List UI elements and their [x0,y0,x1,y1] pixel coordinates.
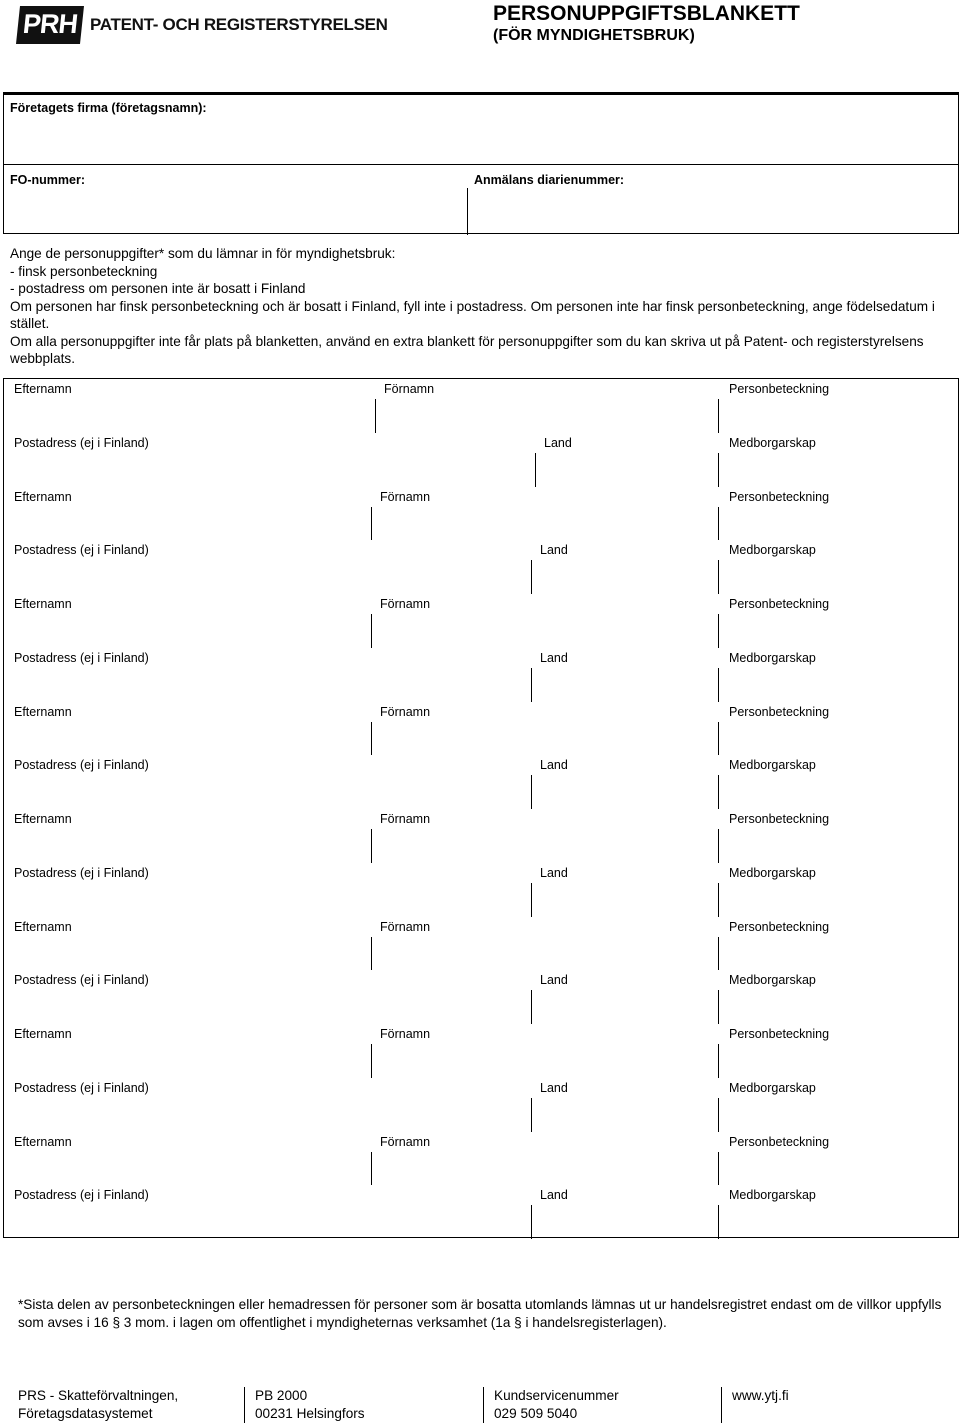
land-label: Land [540,1080,568,1095]
prh-logo [18,5,388,45]
efternamn-field[interactable] [4,937,370,969]
cell-divider [718,507,719,541]
fornamn-label: Förnamn [380,812,431,826]
prh-logo-mark: PRH [16,6,84,44]
medborgarskap-label: Medborgarskap [729,435,816,450]
form-subtitle: (FÖR MYNDIGHETSBRUK) [493,27,695,44]
land-field[interactable] [533,668,717,700]
cell-divider [718,1098,719,1132]
efternamn-label: Efternamn [14,1027,72,1041]
medborgarskap-label: Medborgarskap [729,973,816,988]
fornamn-field[interactable] [373,937,717,969]
efternamn-label: Efternamn [14,489,72,504]
land-label: Land [540,650,568,665]
postadress-field[interactable] [4,883,530,915]
land-field[interactable] [533,883,717,915]
personbeteckning-label: Personbeteckning [729,597,830,611]
cell-divider [371,722,372,756]
cell-divider [718,1205,719,1239]
fornamn-label: Förnamn [380,597,431,611]
postadress-label: Postadress (ej i Finland) [14,758,149,773]
personbeteckning-label: Personbeteckning [729,1134,830,1149]
instruction-line: Ange de personuppgifter* som du lämnar in för myndighetsbruk: [10,246,396,261]
fornamn-label: Förnamn [380,1027,431,1041]
postadress-label: Postadress (ej i Finland) [14,435,149,450]
postadress-field[interactable] [4,1205,530,1237]
fornamn-field[interactable] [373,1044,717,1076]
postadress-field[interactable] [4,560,530,592]
efternamn-field[interactable] [4,399,374,431]
cell-divider [371,829,372,863]
firm-field[interactable] [4,119,957,162]
personbeteckning-field[interactable] [720,399,956,431]
medborgarskap-field[interactable] [720,990,956,1022]
postadress-label: Postadress (ej i Finland) [14,973,149,988]
personbeteckning-field[interactable] [720,937,956,969]
medborgarskap-field[interactable] [720,1205,956,1237]
medborgarskap-field[interactable] [720,1098,956,1130]
fornamn-field[interactable] [373,1152,717,1184]
footer-org-line: Företagsdatasystemet [18,1406,153,1421]
personbeteckning-field[interactable] [720,507,956,539]
cell-divider [718,668,719,702]
cell-divider [718,1152,719,1186]
postadress-field[interactable] [4,990,530,1022]
fo-number-label: FO-nummer: [10,173,85,187]
cell-divider [531,883,532,917]
personbeteckning-field[interactable] [720,1152,956,1184]
medborgarskap-label: Medborgarskap [729,650,816,665]
cell-divider [531,560,532,594]
postadress-label: Postadress (ej i Finland) [14,1080,149,1095]
cell-divider [531,1205,532,1239]
fornamn-label: Förnamn [384,382,435,396]
personbeteckning-field[interactable] [720,614,956,646]
fornamn-label: Förnamn [380,919,431,934]
cell-divider [718,453,719,487]
postadress-label: Postadress (ej i Finland) [14,1188,149,1203]
land-label: Land [540,758,568,773]
efternamn-field[interactable] [4,722,370,754]
personbeteckning-label: Personbeteckning [729,1027,830,1041]
cell-divider [371,937,372,971]
cell-divider [718,614,719,648]
medborgarskap-label: Medborgarskap [729,865,816,880]
medborgarskap-field[interactable] [720,775,956,807]
land-label: Land [540,973,568,988]
fornamn-label: Förnamn [380,704,431,719]
postadress-label: Postadress (ej i Finland) [14,543,149,558]
footer-website[interactable] [732,1387,789,1405]
land-field[interactable] [533,1205,717,1237]
medborgarskap-label: Medborgarskap [729,1188,816,1203]
fornamn-field[interactable] [373,507,717,539]
personbeteckning-field[interactable] [720,829,956,861]
personbeteckning-label: Personbeteckning [729,919,830,934]
land-label: Land [540,543,568,558]
efternamn-field[interactable] [4,507,370,539]
footer-org [18,1387,178,1423]
cell-divider [371,1152,372,1186]
cell-divider [371,507,372,541]
cell-divider [531,775,532,809]
fo-number-field[interactable] [4,189,466,233]
firm-label: Företagets firma (företagsnamn): [10,101,207,115]
cell-divider [718,990,719,1024]
personbeteckning-field[interactable] [720,722,956,754]
land-label: Land [540,865,568,880]
fornamn-field[interactable] [373,829,717,861]
cell-divider [531,668,532,702]
postadress-field[interactable] [4,775,530,807]
cell-divider [718,883,719,917]
personbeteckning-field[interactable] [720,1044,956,1076]
efternamn-field[interactable] [4,614,370,646]
efternamn-field[interactable] [4,1044,370,1076]
cell-divider [535,453,536,487]
cell-divider [718,829,719,863]
medborgarskap-label: Medborgarskap [729,543,816,558]
medborgarskap-field[interactable] [720,668,956,700]
personbeteckning-label: Personbeteckning [729,704,830,719]
efternamn-field[interactable] [4,829,370,861]
efternamn-label: Efternamn [14,812,72,826]
form-title: PERSONUPPGIFTSBLANKETT [493,2,800,25]
instruction-line: Om personen har finsk personbeteckning och är bosatt i Finland, fyll inte i postadress. Om personen inte har finsk personbeteckning, ange födelsedatum i stället. [10,298,935,331]
instruction-line: - postadress om personen inte är bosatt i Finland [10,281,306,296]
footer-address-line: PB 2000 [255,1388,308,1403]
footer-address-line: 00231 Helsingfors [255,1406,365,1421]
diary-number-field[interactable] [469,189,957,233]
instructions [10,245,950,368]
postadress-label: Postadress (ej i Finland) [14,650,149,665]
prh-logo-text: PATENT- OCH REGISTERSTYRELSEN [90,15,388,34]
diary-number-label: Anmälans diarienummer: [474,173,625,187]
footer-phone [494,1387,619,1423]
postadress-field[interactable] [4,453,534,485]
footer-phone-number: 029 509 5040 [494,1406,578,1421]
personbeteckning-label: Personbeteckning [729,382,830,396]
cell-divider [718,399,719,433]
efternamn-label: Efternamn [14,1134,72,1149]
land-label: Land [540,1188,568,1203]
land-field[interactable] [533,1098,717,1130]
instruction-line: Om alla personuppgifter inte får plats på blanketten, använd en extra blankett för personuppgifter som du kan skriva ut på Patent- och registerstyrelsens webbplats. [10,333,924,366]
fornamn-field[interactable] [373,614,717,646]
fornamn-field[interactable] [373,722,717,754]
land-field[interactable] [533,990,717,1022]
postadress-field[interactable] [4,1098,530,1130]
footer-org-line: PRS - Skatteförvaltningen, [18,1388,179,1403]
fornamn-label: Förnamn [380,1134,431,1149]
footer-phone-label: Kundservicenummer [494,1388,619,1403]
fornamn-field[interactable] [377,399,717,431]
footer-address [255,1387,365,1423]
footnote: *Sista delen av personbeteckningen eller hemadressen för personer som är bosatta utomlands lämnas ut ur handelsregistret endast om de villkor uppfylls som avses i 16 § 3 mom. i lagen om offentlighet i myndigheternas verksamhet (1a § i handelsregisterlagen). [18,1297,942,1330]
medborgarskap-field[interactable] [720,883,956,915]
medborgarskap-field[interactable] [720,453,956,485]
land-field[interactable] [537,453,717,485]
medborgarskap-field[interactable] [720,560,956,592]
efternamn-label: Efternamn [14,919,72,934]
land-label: Land [544,435,572,450]
cell-divider [375,399,376,433]
land-field[interactable] [533,775,717,807]
efternamn-field[interactable] [4,1152,370,1184]
cell-divider [718,937,719,971]
cell-divider [531,990,532,1024]
company-section [3,92,959,234]
medborgarskap-label: Medborgarskap [729,1080,816,1095]
postadress-label: Postadress (ej i Finland) [14,865,149,880]
cell-divider [371,614,372,648]
personbeteckning-label: Personbeteckning [729,489,830,504]
postadress-field[interactable] [4,668,530,700]
footer-website-link[interactable]: www.ytj.fi [732,1388,789,1403]
cell-divider [718,722,719,756]
cell-divider [531,1098,532,1132]
efternamn-label: Efternamn [14,597,72,611]
fornamn-label: Förnamn [380,489,431,504]
medborgarskap-label: Medborgarskap [729,758,816,773]
cell-divider [718,560,719,594]
cell-divider [371,1044,372,1078]
personbeteckning-label: Personbeteckning [729,812,830,826]
cell-divider [718,1044,719,1078]
person-grid [3,378,959,1238]
instruction-line: - finsk personbeteckning [10,263,158,279]
land-field[interactable] [533,560,717,592]
efternamn-label: Efternamn [14,704,72,719]
efternamn-label: Efternamn [14,382,72,396]
cell-divider [718,775,719,809]
